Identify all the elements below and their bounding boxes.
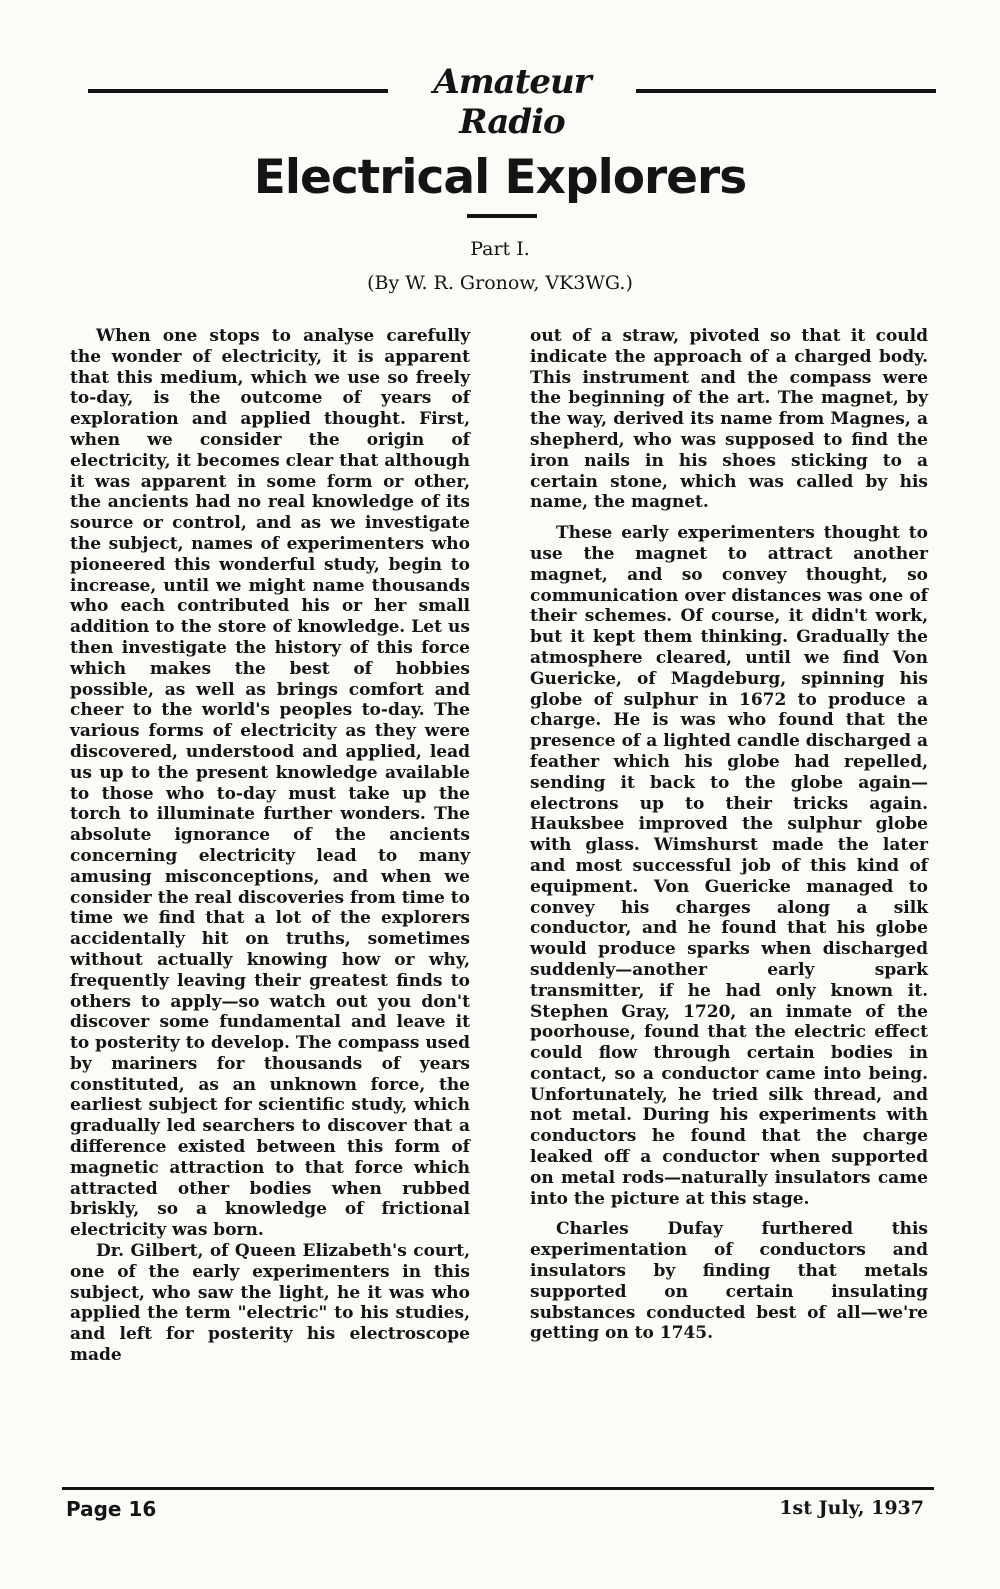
right-column bbox=[530, 326, 928, 1344]
footer-rule bbox=[62, 1487, 934, 1490]
masthead-rule-right bbox=[636, 89, 936, 93]
issue-date: 1st July, 1937 bbox=[779, 1497, 924, 1519]
masthead-rule-left bbox=[88, 89, 388, 93]
masthead bbox=[88, 62, 936, 142]
paragraph: When one stops to analyse carefully the wonder of electricity, it is apparent that this medium, which we use so freely to-day, is the outcome of years of exploration and applied thought. First, when we consider the origin of electricity, it becomes clear that although it was apparent in some form or other, the ancients had no real knowledge of its source or control, and as we investigate the subject, names of experimenters who pioneered this wonderful study, begin to increase, until we might name thousands who each contributed his or her small addition to the store of knowledge. Let us then investigate the history of this force which makes the best of hobbies possible, as well as brings comfort and cheer to the world's peoples to-day. The various forms of electricity as they were discovered, understood and applied, lead us up to the present knowledge available to those who to-day must take up the torch to illuminate further wonders. The absolute ignorance of the ancients concerning electricity lead to many amusing misconceptions, and when we consider the real discoveries from time to time we find that a lot of the explorers accidentally hit on truths, sometimes without actually knowing how or why, frequently leaving their greatest finds to others to apply—so watch out you don't discover some fundamental and leave it to posterity to develop. The compass used by mariners for thousands of years constituted, as an unknown force, the earliest subject for scientific study, which gradually led searchers to discover that a difference existed between this form of magnetic attraction to that force which attracted other bodies when rubbed briskly, so a knowledge of frictional electricity was born. bbox=[70, 326, 470, 1241]
paragraph: Charles Dufay furthered this experimentation of conductors and insulators by finding that metals supported on certain insulating substances conducted best of all—we're getting on to 1745. bbox=[530, 1219, 928, 1344]
article-byline: (By W. R. Gronow, VK3WG.) bbox=[367, 272, 633, 294]
page-number: Page 16 bbox=[66, 1497, 157, 1521]
paragraph: These early experimenters thought to use the magnet to attract another magnet, and so convey thought, so communication over distances was one of their schemes. Of course, it didn't work, but it kept them thinking. Gradually the atmosphere cleared, until we find Von Guericke, of Magdeburg, spinning his globe of sulphur in 1672 to produce a charge. He is was who found that the presence of a lighted candle discharged a feather which his globe had repelled, sending it back to the globe again—electrons up to their tricks again. Hauksbee improved the sulphur globe with glass. Wimshurst made the later and most successful job of this kind of equipment. Von Guericke managed to convey his charges along a silk conductor, and he found that his globe would produce sparks when discharged suddenly—another early spark transmitter, if he had only known it. Stephen Gray, 1720, an inmate of the poorhouse, found that the electric effect could flow through certain bodies in contact, so a conductor came into being. Unfortunately, he tried silk thread, and not metal. During his experiments with conductors he found that the charge leaked off a conductor when supported on metal rods—naturally insulators came into the picture at this stage. bbox=[530, 523, 928, 1209]
magazine-logo: Amateur Radio bbox=[433, 62, 591, 142]
title-underline bbox=[467, 214, 537, 218]
article-part: Part I. bbox=[470, 238, 530, 260]
paragraph: Dr. Gilbert, of Queen Elizabeth's court, one of the early experimenters in this subject, who saw the light, he it was who applied the term "electric" to his studies, and left for posterity his electroscope made bbox=[70, 1241, 470, 1366]
left-column bbox=[70, 326, 470, 1366]
paragraph: out of a straw, pivoted so that it could indicate the approach of a charged body. This instrument and the compass were the beginning of the art. The magnet, by the way, derived its name from Magnes, a shepherd, who was supposed to find the iron nails in his shoes sticking to a certain stone, which was called by his name, the magnet. bbox=[530, 326, 928, 513]
article-title: Electrical Explorers bbox=[253, 150, 747, 205]
